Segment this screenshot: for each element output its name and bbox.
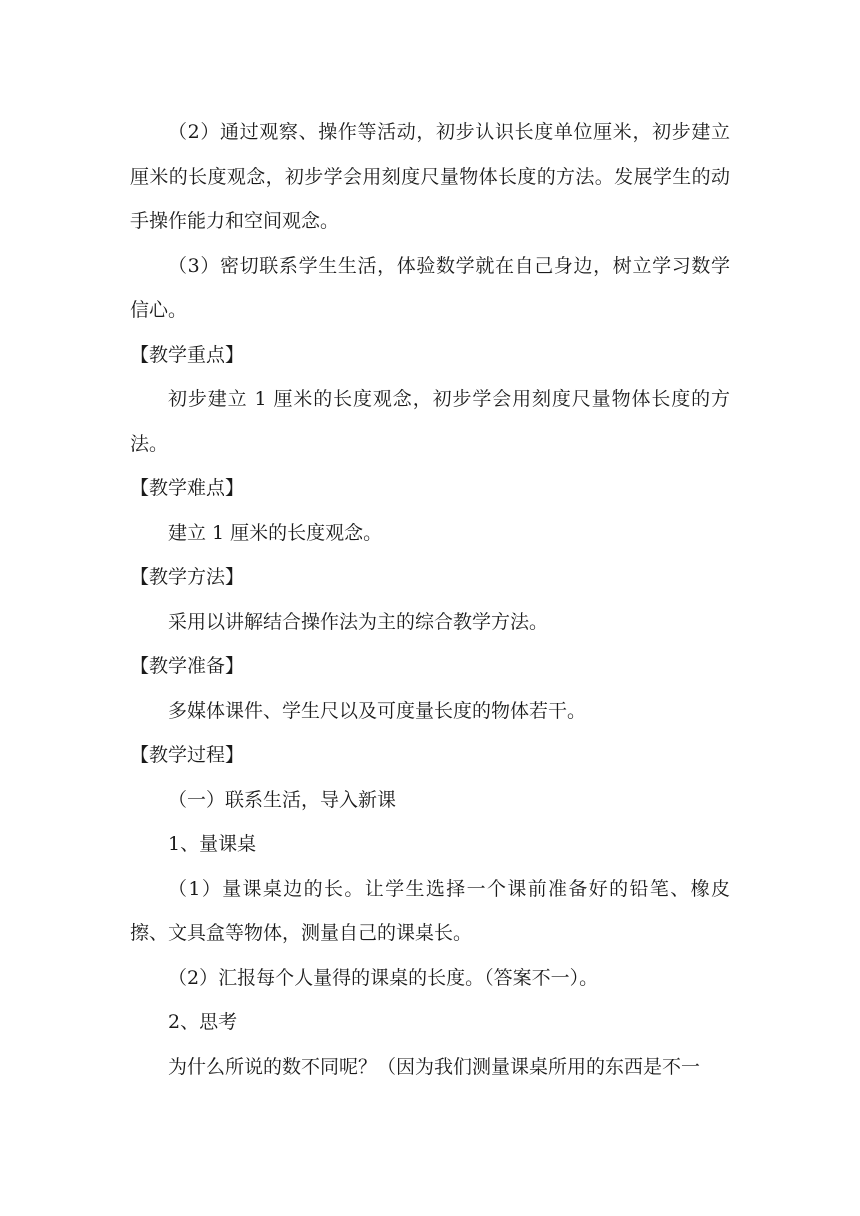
paragraph: 1、量课桌 (168, 833, 257, 855)
paragraph: 采用以讲解结合操作法为主的综合教学方法。 (168, 610, 549, 633)
section-heading: 【教学过程】 (130, 744, 245, 766)
paragraph: 建立 1 厘米的长度观念。 (168, 521, 383, 544)
section-heading: 【教学方法】 (130, 566, 245, 588)
paragraph: 多媒体课件、学生尺以及可度量长度的物体若干。 (168, 699, 587, 722)
section-heading: 【教学准备】 (130, 655, 245, 677)
paragraph: （1）量课桌边的长。让学生选择一个课前准备好的铅笔、橡皮擦、文具盒等物体，测量自己的课桌长。 (130, 877, 730, 944)
paragraph: （一）联系生活，导入新课 (168, 788, 397, 811)
paragraph: （2）汇报每个人量得的课桌的长度。（答案不一）。 (168, 966, 599, 989)
paragraph: 为什么所说的数不同呢？（因为我们测量课桌所用的东西是不一 (168, 1055, 701, 1078)
paragraph: 2、思考 (168, 1011, 238, 1033)
section-heading: 【教学重点】 (130, 343, 245, 366)
paragraph: 初步建立 1 厘米的长度观念，初步学会用刻度尺量物体长度的方法。 (130, 388, 730, 455)
document-page (130, 110, 730, 1089)
paragraph: （2）通过观察、操作等活动，初步认识长度单位厘米，初步建立厘米的长度观念，初步学会用刻度尺量物体长度的方法。发展学生的动手操作能力和空间观念。 (130, 121, 730, 232)
section-heading: 【教学难点】 (130, 477, 245, 499)
paragraph: （3）密切联系学生生活，体验数学就在自己身边，树立学习数学信心。 (130, 254, 730, 321)
